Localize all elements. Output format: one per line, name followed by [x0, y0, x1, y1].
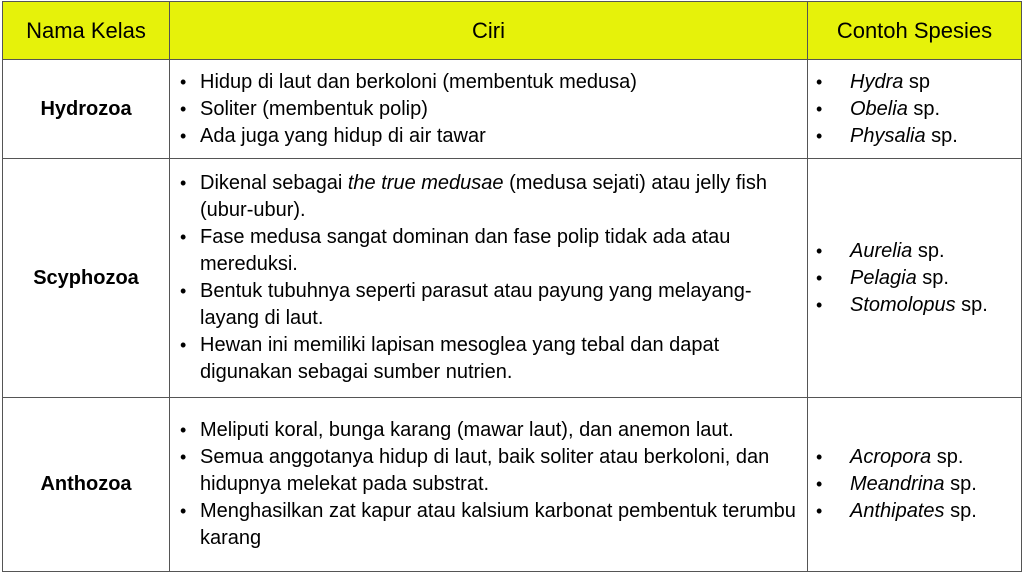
species-genus: Pelagia: [850, 266, 917, 289]
species-item: [816, 471, 1021, 498]
ciri-item: • Fase medusa sangat dominan dan fase polip tidak ada atau mereduksi.: [180, 224, 797, 278]
species-genus: Hydra: [850, 70, 904, 93]
species-item: [816, 123, 1021, 150]
header-contoh-spesies: Contoh Spesies: [808, 2, 1022, 60]
header-ciri: Ciri: [170, 2, 808, 60]
class-name: Hydrozoa: [3, 60, 170, 159]
species-genus: Meandrina: [850, 473, 945, 495]
species-item: [816, 238, 1021, 265]
ciri-item: • Hewan ini memiliki lapisan mesoglea yang tebal dan dapat digunakan sebagai sumber nutrien.: [180, 332, 797, 386]
ciri-text: (medusa sejati) atau jelly fish (ubur-ubur).: [200, 172, 767, 221]
species-suffix: sp.: [944, 500, 977, 522]
species-genus: Obelia: [850, 97, 908, 120]
species-item: [816, 292, 1021, 319]
contoh-cell: [808, 60, 1022, 159]
header-nama-kelas: Nama Kelas: [3, 2, 170, 60]
ciri-item: • Ada juga yang hidup di air tawar: [180, 123, 797, 150]
ciri-cell: [170, 159, 808, 398]
species-suffix: sp.: [925, 124, 958, 147]
table-row: [3, 398, 1022, 572]
species-genus: Anthipates: [850, 500, 945, 522]
species-item: [816, 444, 1021, 471]
species-suffix: sp.: [931, 446, 964, 468]
contoh-cell: [808, 159, 1022, 398]
ciri-item: • Hidup di laut dan berkoloni (membentuk medusa): [180, 69, 797, 96]
species-genus: Stomolopus: [850, 293, 956, 316]
table-row: [3, 159, 1022, 398]
species-suffix: sp.: [955, 293, 988, 316]
class-name: Anthozoa: [3, 398, 170, 572]
table-row: [3, 60, 1022, 159]
species-suffix: sp.: [916, 266, 949, 289]
species-genus: Aurelia: [850, 239, 913, 262]
species-item: [816, 498, 1021, 525]
ciri-item: • Menghasilkan zat kapur atau kalsium karbonat pembentuk terumbu karang: [180, 498, 797, 552]
ciri-cell: [170, 60, 808, 159]
species-genus: Physalia: [850, 124, 926, 147]
header-row: [3, 2, 1022, 60]
species-suffix: sp: [903, 70, 931, 93]
species-suffix: sp.: [944, 473, 977, 495]
ciri-item: [180, 170, 797, 224]
species-suffix: sp.: [907, 97, 941, 120]
class-name: Scyphozoa: [3, 159, 170, 398]
ciri-italic-text: the true medusae: [347, 172, 504, 194]
species-item: [816, 69, 1021, 96]
species-item: [816, 265, 1021, 292]
ciri-item: • Bentuk tubuhnya seperti parasut atau payung yang melayang-layang di laut.: [180, 278, 797, 332]
species-item: [816, 96, 1021, 123]
ciri-cell: [170, 398, 808, 572]
species-genus: Acropora: [850, 446, 932, 468]
contoh-cell: [808, 398, 1022, 572]
ciri-item: • Soliter (membentuk polip): [180, 96, 797, 123]
ciri-text: Dikenal sebagai: [200, 172, 348, 194]
ciri-item: • Semua anggotanya hidup di laut, baik soliter atau berkoloni, dan hidupnya melekat pada substrat.: [180, 444, 797, 498]
ciri-item: • Meliputi koral, bunga karang (mawar laut), dan anemon laut.: [180, 417, 797, 444]
species-suffix: sp.: [912, 239, 945, 262]
classification-table: [2, 1, 1022, 572]
